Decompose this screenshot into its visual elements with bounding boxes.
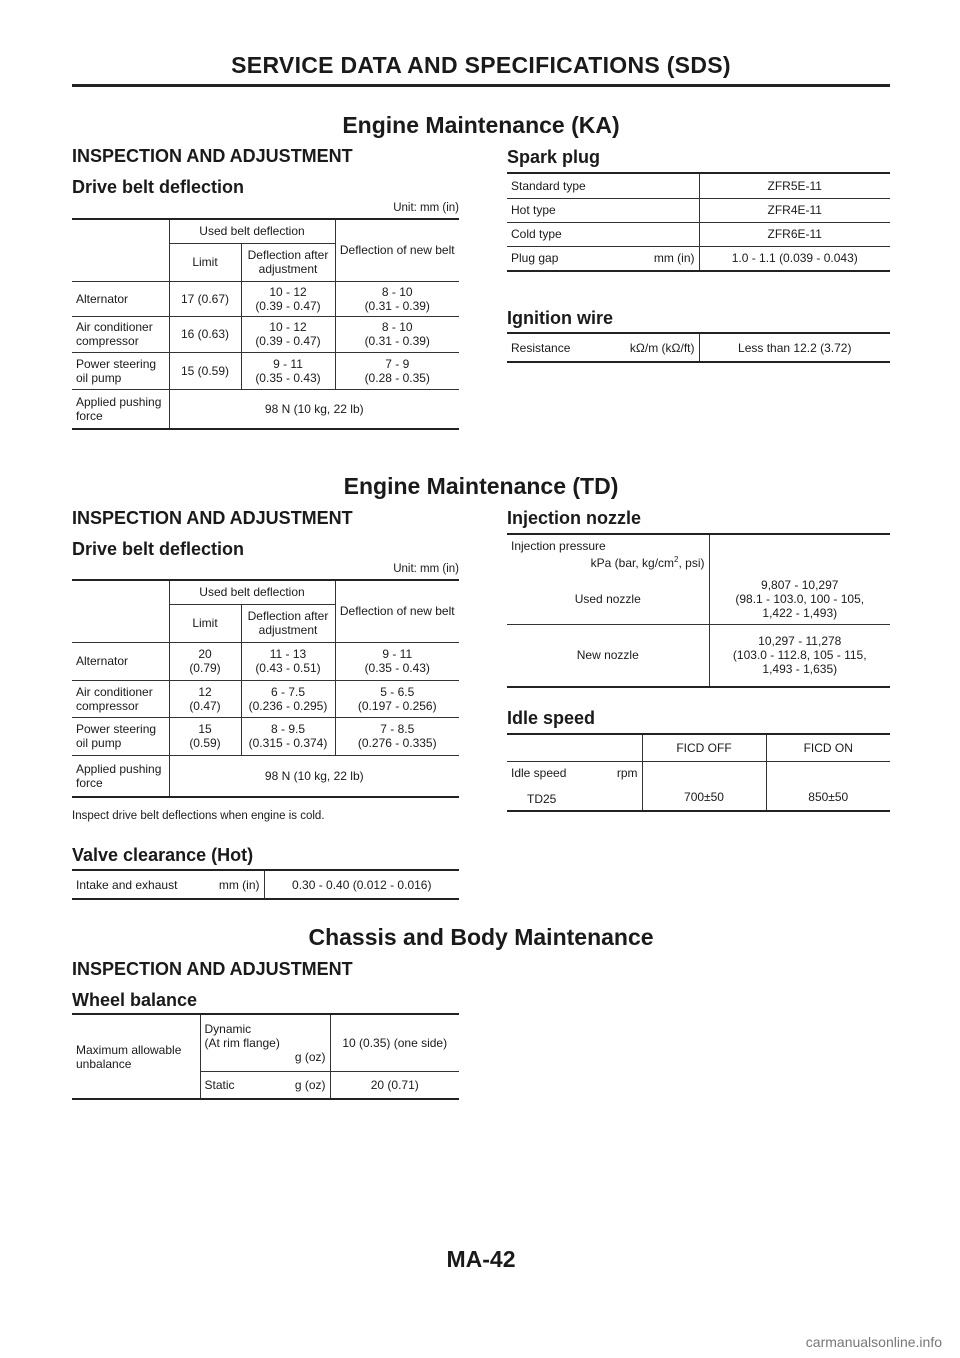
wheel-balance-table [72,1013,459,1100]
row-new: 7 - 9 (0.28 - 0.35) [335,352,459,389]
ka-unit: Unit: mm (in) [393,202,459,214]
row-new: 8 - 10 (0.31 - 0.39) [335,281,459,316]
force-label: Applied pushing force [72,389,169,429]
table-row [72,1014,459,1071]
ka-belt-title: Drive belt deflection [72,177,245,197]
col-after: Deflection after adjustment [241,604,335,642]
page-header: SERVICE DATA AND SPECIFICATIONS (SDS) [231,52,731,78]
force-value: 98 N (10 kg, 22 lb) [169,389,459,429]
dynamic-unit: g (oz) [294,1049,326,1064]
belt-note: Inspect drive belt deflections when engine is cold. [72,810,325,822]
row-limit: 17 (0.67) [169,281,241,316]
table-row [72,352,459,389]
spark-label: Standard type [507,173,699,198]
col-ficd-off: FICD OFF [642,734,766,761]
col-after: Deflection after adjustment [241,243,335,281]
table-row [507,624,890,687]
table-row [72,717,459,755]
page-number: MA-42 [446,1246,516,1272]
max-unbalance-label: Maximum allowable unbalance [72,1014,200,1099]
table-row [72,281,459,316]
chassis-title: Chassis and Body Maintenance [308,924,654,950]
row-after: 8 - 9.5 (0.315 - 0.374) [241,717,335,755]
chassis-section-heading: INSPECTION AND ADJUSTMENT [72,959,353,979]
row-after: 6 - 7.5 (0.236 - 0.295) [241,680,335,717]
row-name: Alternator [72,642,169,680]
ign-value: Less than 12.2 (3.72) [699,333,890,362]
td-belt-table [72,579,459,798]
new-nozzle-value: 10,297 - 11,278 (103.0 - 112.8, 105 - 115, 1,493 - 1,635) [709,624,890,687]
table-row [72,870,459,899]
table-row [72,680,459,717]
new-nozzle-label: New nozzle [507,624,709,687]
col-used: Used belt deflection [169,219,335,243]
spark-title: Spark plug [507,147,601,167]
ka-belt-table [72,218,459,430]
ka-section-heading: INSPECTION AND ADJUSTMENT [72,146,353,166]
spark-unit: mm (in) [653,251,695,266]
spark-label: Cold type [507,222,699,246]
idle-model: TD25 [527,791,557,806]
td-section-heading: INSPECTION AND ADJUSTMENT [72,508,353,528]
row-new: 9 - 11 (0.35 - 0.43) [335,642,459,680]
pressure-unit: kPa (bar, $kg/cm^2$, psi) [590,555,705,570]
valve-title: Valve clearance (Hot) [72,845,254,865]
spark-label: Plug gap [511,251,559,266]
ign-label: Resistance [511,340,571,355]
col-limit: Limit [169,243,241,281]
row-limit: 15 (0.59) [169,352,241,389]
header-rule [72,84,890,87]
col-ficd-on: FICD ON [766,734,890,761]
valve-table [72,869,459,900]
nozzle-empty [709,534,890,574]
idle-corner [507,734,642,761]
table-row [507,198,890,222]
idle-on-value: 850±50 [766,761,890,811]
spark-value: ZFR5E-11 [699,173,890,198]
table-row [507,574,890,624]
td-belt-title: Drive belt deflection [72,539,245,559]
row-name: Power steering oil pump [72,717,169,755]
spark-value: ZFR6E-11 [699,222,890,246]
row-name: Air conditioner compressor [72,680,169,717]
spark-value: 1.0 - 1.1 (0.039 - 0.043) [699,246,890,271]
idle-title: Idle speed [507,708,596,728]
ignition-table [507,332,890,363]
idle-unit: rpm [616,765,638,780]
static-label: Static [204,1077,235,1092]
ignition-title: Ignition wire [507,308,613,328]
force-label: Applied pushing force [72,755,169,797]
col-new: Deflection of new belt [335,219,459,281]
static-value: 20 (0.71) [330,1071,459,1099]
idle-label: Idle speed [511,765,567,780]
spark-value: ZFR4E-11 [699,198,890,222]
table-row [507,246,890,271]
col-new: Deflection of new belt [335,580,459,642]
used-nozzle-value: 9,807 - 10,297 (98.1 - 103.0, 100 - 105, 1,422 - 1,493) [709,574,890,624]
row-name: Air conditioner compressor [72,316,169,352]
pressure-label: Injection pressure [511,539,606,553]
table-row [507,333,890,362]
spark-label: Hot type [507,198,699,222]
idle-table [507,733,890,812]
td-unit: Unit: mm (in) [393,563,459,575]
row-after: 10 - 12 (0.39 - 0.47) [241,316,335,352]
row-name: Alternator [72,281,169,316]
watermark: carmanualsonline.info [805,1334,942,1350]
used-nozzle-label: Used nozzle [507,574,709,624]
wheel-balance-title: Wheel balance [72,990,198,1010]
row-after: 10 - 12 (0.39 - 0.47) [241,281,335,316]
table-row [72,389,459,429]
row-limit: 12 (0.47) [169,680,241,717]
row-limit: 16 (0.63) [169,316,241,352]
idle-off-value: 700±50 [642,761,766,811]
ka-title: Engine Maintenance (KA) [342,112,620,138]
valve-unit: mm (in) [218,877,260,892]
row-new: 5 - 6.5 (0.197 - 0.256) [335,680,459,717]
valve-value: 0.30 - 0.40 (0.012 - 0.016) [264,870,459,899]
row-new: 8 - 10 (0.31 - 0.39) [335,316,459,352]
row-after: 9 - 11 (0.35 - 0.43) [241,352,335,389]
nozzle-table [507,533,890,688]
td-title: Engine Maintenance (TD) [343,473,619,499]
static-unit: g (oz) [294,1077,326,1092]
ign-unit: kΩ/m (kΩ/ft) [629,340,695,355]
dynamic-label: Dynamic (At rim flange) [204,1021,280,1050]
table-corner [72,580,169,642]
col-limit: Limit [169,604,241,642]
nozzle-title: Injection nozzle [507,508,642,528]
row-after: 11 - 13 (0.43 - 0.51) [241,642,335,680]
table-row [507,222,890,246]
valve-label: Intake and exhaust [76,877,178,892]
spark-table [507,172,890,272]
col-used: Used belt deflection [169,580,335,604]
row-name: Power steering oil pump [72,352,169,389]
table-row [507,173,890,198]
force-value: 98 N (10 kg, 22 lb) [169,755,459,797]
row-limit: 20 (0.79) [169,642,241,680]
table-corner [72,219,169,281]
row-new: 7 - 8.5 (0.276 - 0.335) [335,717,459,755]
table-row [72,316,459,352]
table-row [507,761,890,811]
dynamic-value: 10 (0.35) (one side) [330,1014,459,1071]
row-limit: 15 (0.59) [169,717,241,755]
table-row [72,642,459,680]
table-row [72,755,459,797]
